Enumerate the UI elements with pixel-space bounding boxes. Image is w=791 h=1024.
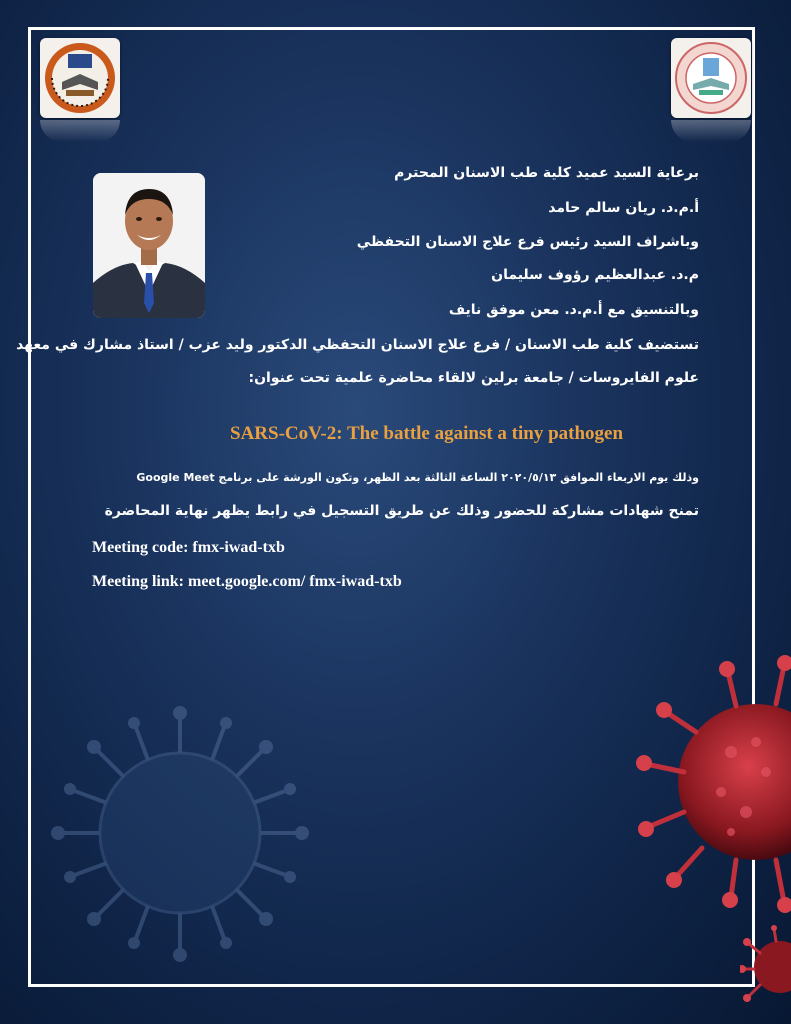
host-line-continued: علوم الفايروسات / جامعة برلين لالقاء محاضرة علمية تحت عنوان: — [248, 370, 699, 386]
coronavirus-icon — [636, 652, 791, 922]
certificate-line: تمنح شهادات مشاركة للحضور وذلك عن طريق التسجيل في رابط يظهر نهاية المحاضرة — [104, 503, 699, 519]
logo-reflection — [40, 120, 120, 142]
meeting-link[interactable]: Meeting link: meet.google.com/ fmx-iwad-txb — [92, 573, 402, 590]
coordination-line: وبالتنسيق مع أ.م.د. معن موفق نايف — [448, 302, 699, 318]
speaker-photo — [93, 173, 205, 318]
college-seal-icon — [671, 38, 751, 118]
schedule-line: وذلك يوم الاربعاء الموافق ٢٠٢٠/٥/١٣ الساعة الثالثة بعد الظهر، وتكون الورشة على برنامج Google Meet — [136, 471, 699, 484]
department-head-name: م.د. عبدالعظيم رؤوف سليمان — [491, 267, 699, 283]
supervision-line: وباشراف السيد رئيس فرع علاج الاسنان التحفظي — [356, 234, 699, 250]
logo-reflection — [671, 120, 751, 142]
meeting-code: Meeting code: fmx-iwad-txb — [92, 539, 285, 556]
lecture-title: SARS-CoV-2: The battle against a tiny pathogen — [230, 423, 624, 444]
dean-name: أ.م.د. ريان سالم حامد — [548, 200, 699, 216]
coronavirus-icon — [40, 695, 320, 970]
sponsor-line: برعاية السيد عميد كلية طب الاسنان المحترم — [394, 165, 699, 181]
university-seal-icon — [40, 38, 120, 118]
coronavirus-icon — [740, 925, 791, 1005]
host-line: تستضيف كلية طب الاسنان / فرع علاج الاسنان التحفظي الدكتور وليد عزب / استاذ مشارك في معهد — [16, 337, 699, 353]
